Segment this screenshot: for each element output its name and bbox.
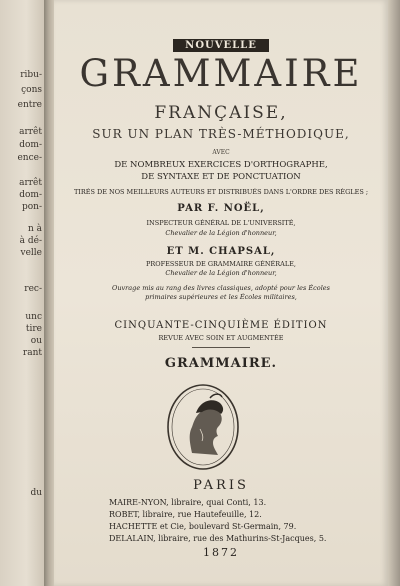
left-fragment: arrêt — [19, 127, 42, 137]
minerva-emblem-icon — [166, 383, 240, 471]
plan-line: SUR UN PLAN TRÈS-MÉTHODIQUE, — [92, 127, 350, 141]
publisher-line: HACHETTE et Cie, boulevard St-Germain, 79. — [109, 522, 297, 531]
author-noel-role: INSPECTEUR GÉNÉRAL DE L'UNIVERSITÉ, — [146, 219, 296, 227]
left-fragment: ribu- — [20, 70, 42, 80]
left-fragment: du — [30, 488, 42, 498]
left-fragment: ence- — [17, 153, 42, 163]
left-fragment: arrêt — [19, 178, 42, 188]
left-fragment: unc — [25, 312, 42, 322]
author-noel: PAR F. NOËL, — [177, 203, 265, 214]
title-page — [54, 0, 388, 586]
section-title: GRAMMAIRE. — [164, 356, 278, 371]
book-subtitle: FRANÇAISE, — [154, 103, 288, 123]
publisher-line: MAIRE-NYON, libraire, quai Conti, 13. — [109, 498, 267, 507]
city-line: PARIS — [193, 478, 249, 493]
edition-line: CINQUANTE-CINQUIÈME ÉDITION — [114, 320, 328, 331]
left-fragment: ou — [30, 336, 42, 346]
publication-year: 1872 — [203, 546, 239, 559]
page-edge-right — [388, 0, 400, 586]
left-fragment: dom- — [19, 190, 42, 200]
left-fragment: velle — [20, 248, 42, 258]
exercises-line-1: DE NOMBREUX EXERCICES D'ORTHOGRAPHE, — [114, 160, 328, 170]
banner-label: NOUVELLE — [173, 39, 269, 52]
author-chapsal: ET M. CHAPSAL, — [166, 246, 276, 257]
exercises-line-2: DE SYNTAXE ET DE PONCTUATION — [141, 172, 301, 182]
usage-line-1: Ouvrage mis au rang des livres classiques, adopté pour les Écoles — [112, 284, 330, 292]
left-fragment: n à — [27, 224, 42, 234]
sources-line: TIRÉS DE NOS MEILLEURS AUTEURS ET DISTRIBUÉS DANS L'ORDRE DES RÈGLES ; — [73, 188, 369, 196]
left-fragment: tire — [25, 324, 42, 334]
left-fragment: pon- — [21, 202, 42, 212]
author-noel-honor: Chevalier de la Légion d'honneur, — [165, 229, 277, 237]
left-fragment: dom- — [19, 140, 42, 150]
publisher-line: DELALAIN, libraire, rue des Mathurins-St-Jacques, 5. — [109, 534, 327, 543]
revue-line: REVUE AVEC SOIN ET AUGMENTÉE — [158, 334, 284, 342]
left-fragment: entre — [17, 100, 42, 110]
publisher-line: ROBET, libraire, rue Hautefeuille, 12. — [109, 510, 262, 519]
author-chapsal-honor: Chevalier de la Légion d'honneur, — [165, 269, 277, 277]
divider-rule — [192, 347, 250, 348]
book-gutter — [44, 0, 54, 586]
avec-line: AVEC — [212, 149, 230, 156]
book-title: GRAMMAIRE — [79, 52, 363, 95]
left-fragment: rec- — [24, 284, 42, 294]
left-fragment: à dé- — [19, 236, 42, 246]
usage-line-2: primaires supérieures et les Écoles militaires, — [145, 293, 297, 301]
author-chapsal-role: PROFESSEUR DE GRAMMAIRE GÉNÉRALE, — [146, 260, 296, 268]
left-page-edge — [0, 0, 44, 586]
left-fragment: çons — [21, 85, 42, 95]
left-fragment: rant — [22, 348, 42, 358]
